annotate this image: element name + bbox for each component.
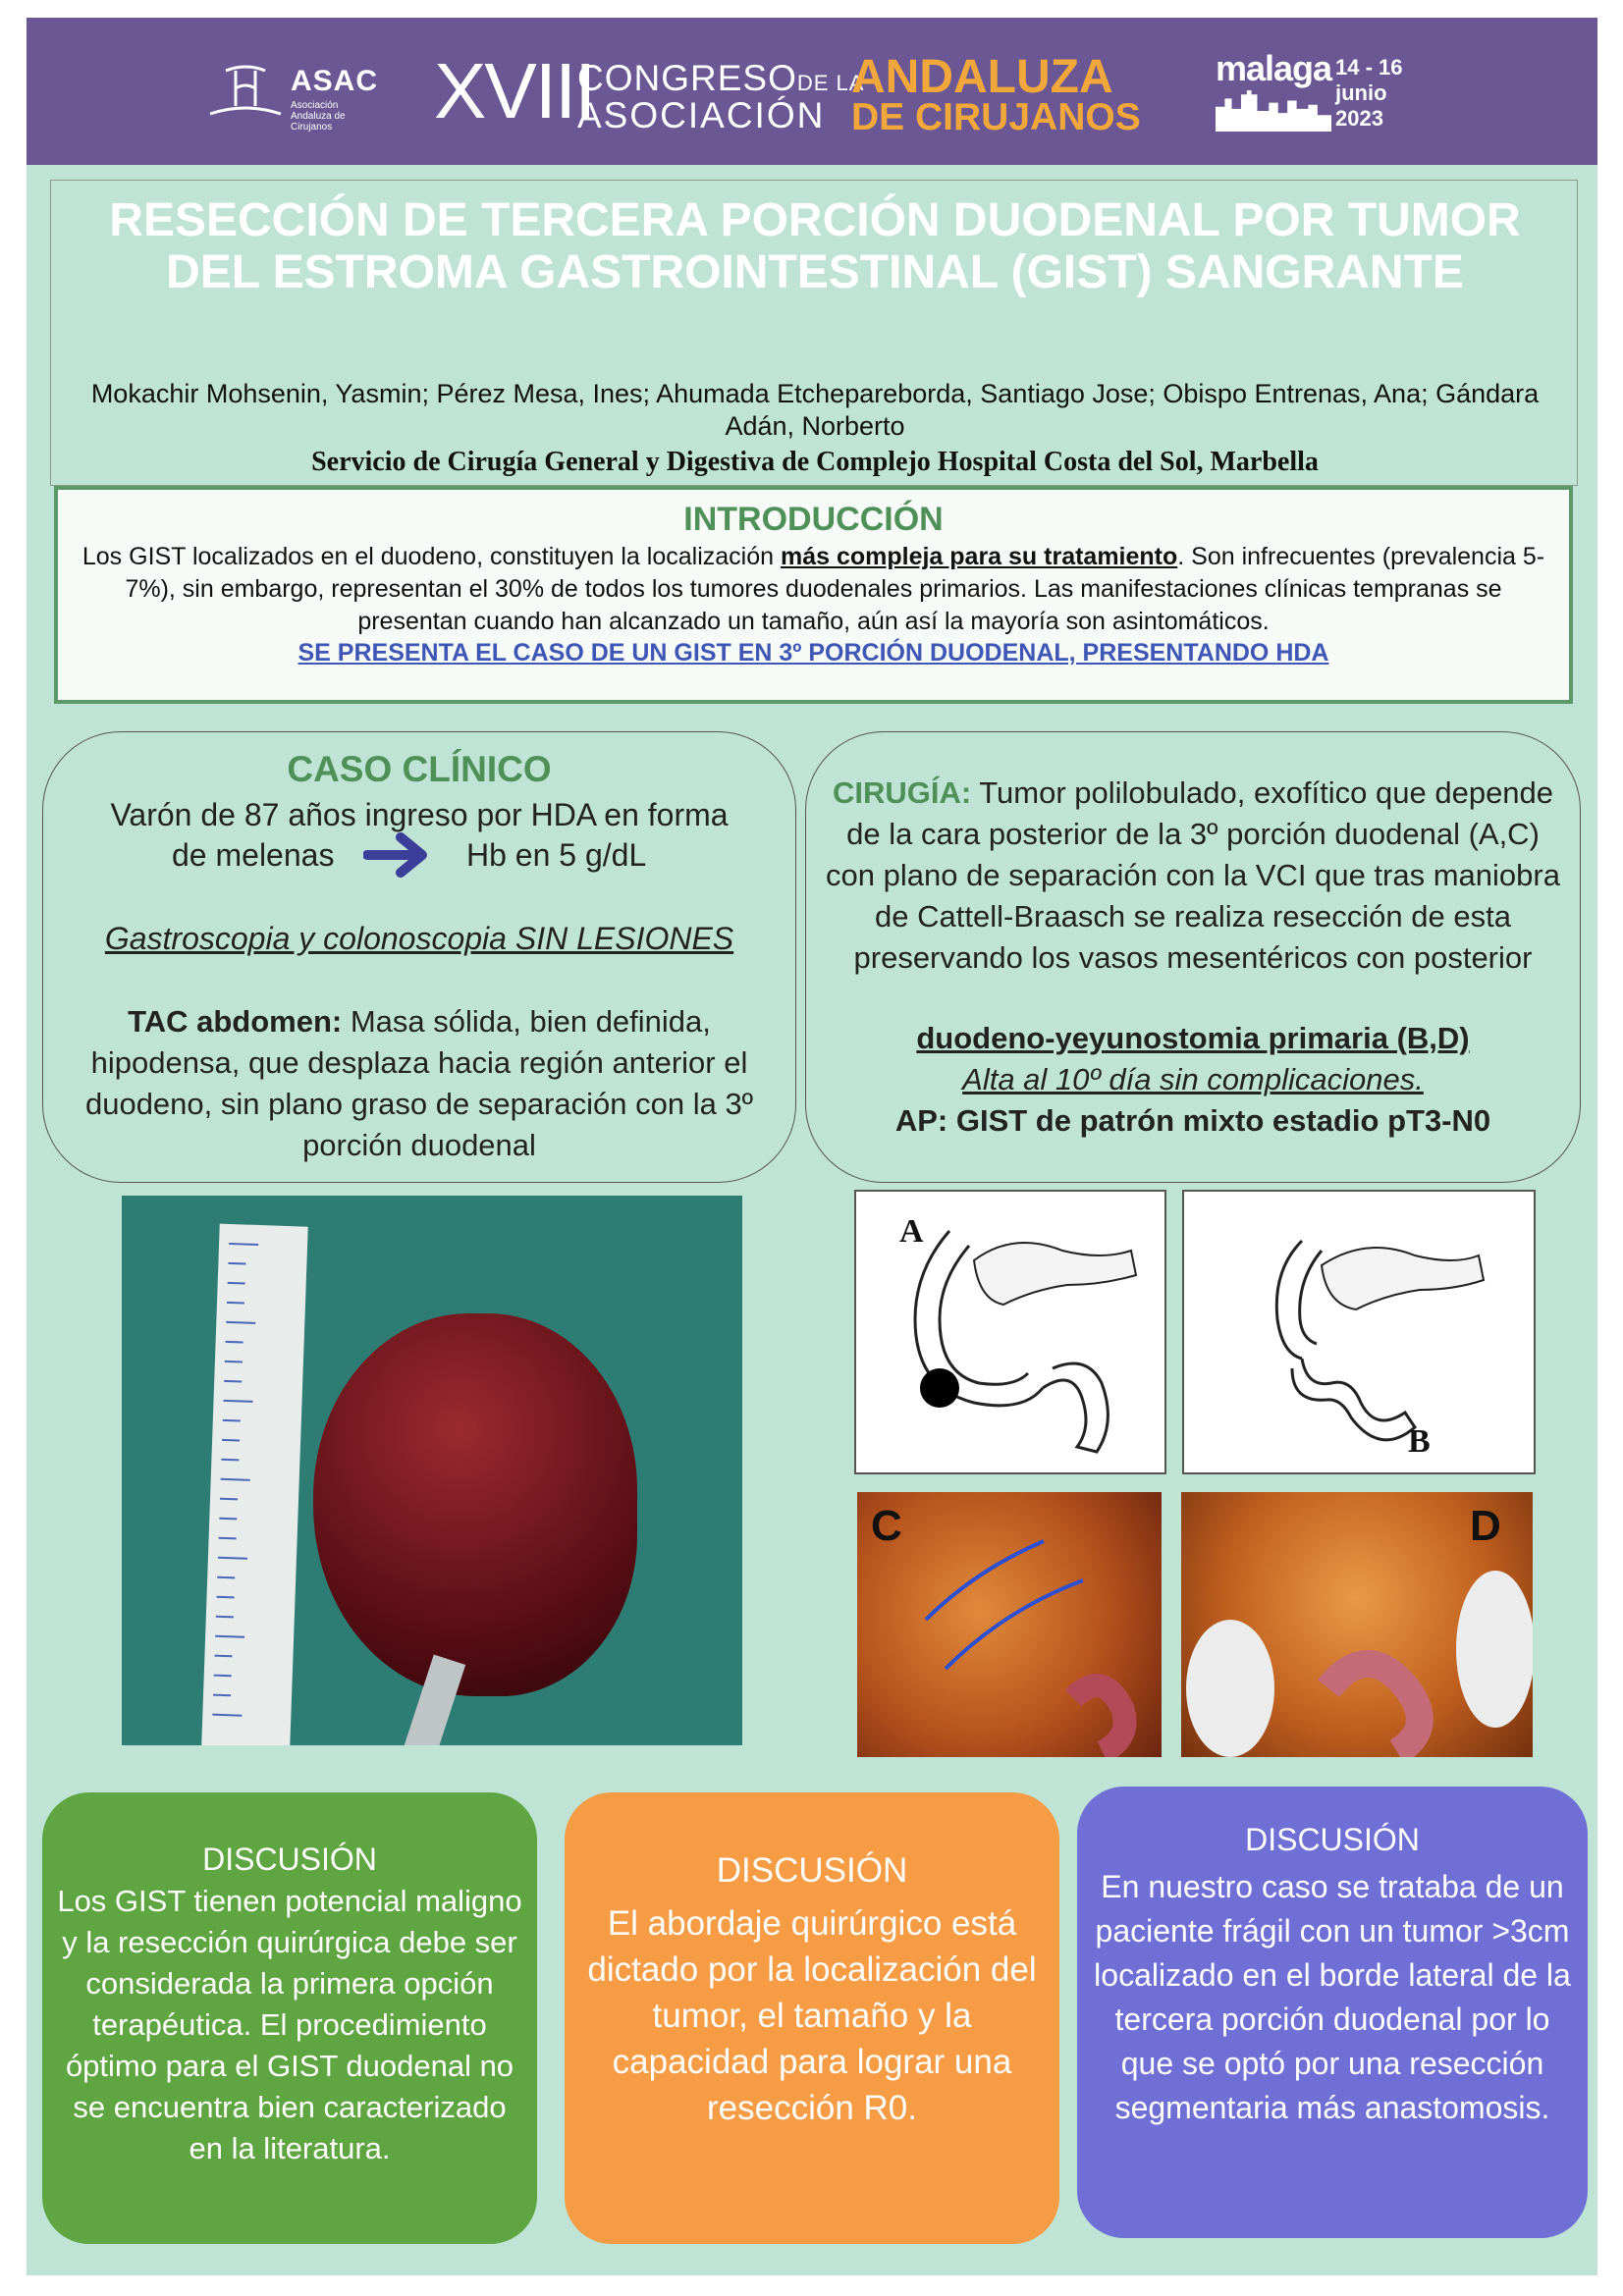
- operative-photo-d: [1181, 1492, 1533, 1757]
- city-logo: malaga: [1216, 48, 1332, 88]
- discussion-text-1: Los GIST tienen potencial maligno y la resección quirúrgica debe ser considerada la primera opción terapéutica. El procedimiento óptimo para el GIST duodenal no se encuentra bien caracterizado en la literatura.: [57, 1884, 522, 2165]
- de-cirujanos-word: DE CIRUJANOS: [851, 96, 1141, 138]
- surgery-discharge: Alta al 10º día sin complicaciones.: [962, 1062, 1424, 1096]
- venue-dates: [1216, 48, 1412, 139]
- city-skyline-icon: [1216, 90, 1331, 132]
- tumor-specimen-photo: [122, 1196, 742, 1745]
- de-la-word: DE LA: [796, 71, 865, 95]
- figure-label-d: D: [1470, 1502, 1501, 1550]
- surgery-procedure: duodeno-yeyunostomia primaria (B,D): [916, 1021, 1470, 1055]
- diagram-a: [854, 1190, 1166, 1474]
- congress-dates: [1335, 55, 1403, 132]
- discussion-text-3: En nuestro caso se trataba de un paciente frágil con un tumor >3cm localizado en el borde lateral de la tercera porción duodenal por lo que se optó por una resección segmentaria más anastomosis.: [1094, 1869, 1571, 2125]
- diagram-b: [1182, 1190, 1536, 1474]
- ruler-ticks-icon: [200, 1224, 307, 1745]
- discussion-title-1: DISCUSIÓN: [202, 1842, 377, 1877]
- congress-edition: XVIII: [434, 47, 595, 134]
- figure-label-b: B: [1408, 1423, 1431, 1460]
- vessel-loops-icon: [857, 1492, 1162, 1757]
- surgery-pathology: AP: GIST de patrón mixto estadio pT3-N0: [894, 1103, 1491, 1138]
- intro-highlight: SE PRESENTA EL CASO DE UN GIST EN 3º PORCIÓN DUODENAL, PRESENTANDO HDA: [298, 639, 1329, 667]
- discussion-box-2: [565, 1792, 1059, 2244]
- asac-logo-subtitle: Asociación Andaluza de Cirujanos: [291, 100, 346, 133]
- date-range: 14 - 16: [1335, 55, 1403, 80]
- congreso-word: CONGRESO: [577, 58, 797, 98]
- ruler: [200, 1224, 307, 1745]
- discussion-text-2: El abordaje quirúrgico está dictado por la localización del tumor, el tamaño y la capacidad para lograr una resección R0.: [587, 1904, 1037, 2127]
- discussion-box-1: [42, 1792, 537, 2244]
- clinical-case-title: CASO CLÍNICO: [287, 749, 552, 789]
- clinical-case-ct: [62, 1001, 777, 1166]
- discussion-title-2: DISCUSIÓN: [716, 1851, 908, 1890]
- duodenal-anastomosis-diagram-icon: [1184, 1192, 1534, 1472]
- author-list: Mokachir Mohsenin, Yasmin; Pérez Mesa, Ines; Ahumada Etchepareborda, Santiago Jose; Obispo Entrenas, Ana; Gándara Adán, Norberto: [90, 379, 1540, 441]
- asac-logo: [206, 59, 379, 133]
- ct-label: TAC abdomen:: [128, 1004, 343, 1039]
- figure-label-a: A: [899, 1213, 924, 1250]
- intro-text-a: Los GIST localizados en el duodeno, constituyen la localización: [81, 543, 781, 570]
- asac-logo-text: ASAC: [291, 65, 379, 97]
- arrow-right-icon: [363, 832, 434, 878]
- poster-title: RESECCIÓN DE TERCERA PORCIÓN DUODENAL POR TUMOR DEL ESTROMA GASTROINTESTINAL (GIST) SANGRANTE: [109, 194, 1521, 298]
- discussion-box-3: [1077, 1787, 1588, 2238]
- intro-title: INTRODUCCIÓN: [683, 501, 944, 538]
- tumor-mass: [313, 1313, 637, 1696]
- affiliation: Servicio de Cirugía General y Digestiva de Complejo Hospital Costa del Sol, Marbella: [311, 447, 1319, 477]
- clinical-case-endoscopy: Gastroscopia y colonoscopia SIN LESIONES: [104, 921, 734, 956]
- discussion-title-3: DISCUSIÓN: [1245, 1822, 1420, 1857]
- intro-text-b: . Son infrecuentes (prevalencia 5-7%), sin embargo, representan el 30% de todos los tumores duodenales primarios. Las manifestaciones clínicas tempranas se presentan cuando han alcanzado un tamaño, aún así la mayoría son asintomáticos.: [125, 543, 1545, 635]
- andaluza-word: ANDALUZA: [851, 51, 1113, 103]
- clinical-case-hemoglobin: Hb en 5 g/dL: [466, 837, 647, 873]
- surgery-label: CIRUGÍA:: [832, 775, 972, 810]
- operative-photo-c: [857, 1492, 1162, 1757]
- asac-emblem-icon: [206, 63, 285, 122]
- intro-text-emphasis: más compleja para su tratamiento: [780, 543, 1178, 570]
- intro-text: [74, 541, 1553, 638]
- clinical-case-presentation: Varón de 87 años ingreso por HDA en forma: [110, 797, 729, 832]
- clinical-case-melenas: de melenas: [172, 837, 335, 873]
- date-year: 2023: [1335, 106, 1383, 131]
- ct-text: Masa sólida, bien definida, hipodensa, que desplaza hacia región anterior el duodeno, sin plano graso de separación con la 3º porción duodenal: [84, 1004, 754, 1162]
- surgery-description: [825, 773, 1561, 979]
- surgery-text: Tumor polilobulado, exofítico que depende de la cara posterior de la 3º porción duodenal (A,C) con plano de separación con la VCI que tras maniobra de Cattell-Braasch se realiza resección de esta preservando los vasos mesentéricos con posterior: [826, 775, 1560, 975]
- figure-label-c: C: [871, 1502, 902, 1550]
- date-month: junio: [1335, 80, 1387, 105]
- asociacion-word: ASOCIACIÓN: [577, 95, 826, 135]
